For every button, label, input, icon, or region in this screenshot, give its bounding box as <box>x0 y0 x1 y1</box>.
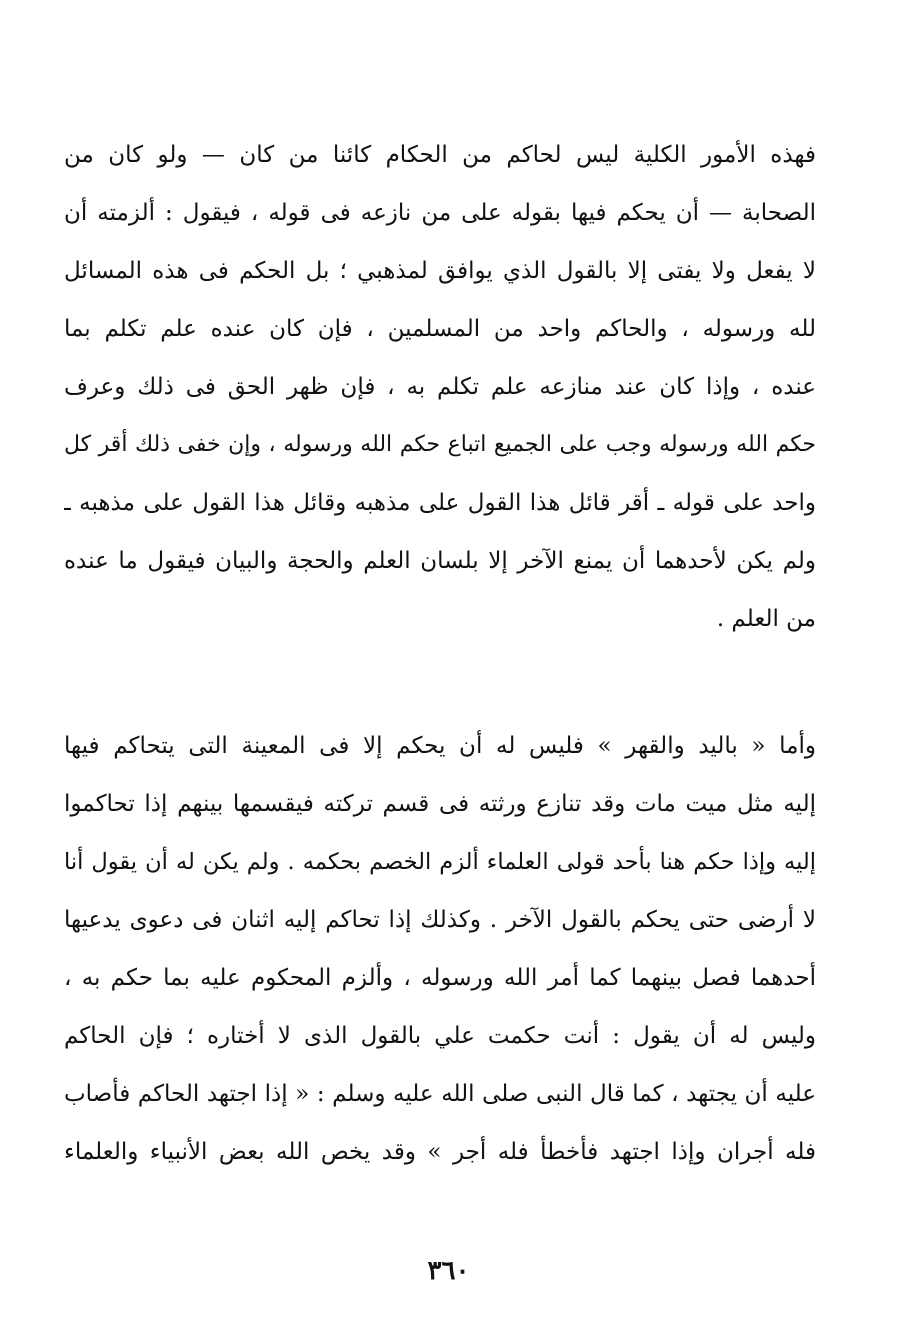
text-line: الصحابة — أن يحكم فيها بقوله على من نازعه فى قوله ، فيقول : ألزمته أن <box>64 200 816 226</box>
paragraph-1 <box>64 126 816 648</box>
text-line: واحد على قوله ـ أقر قائل هذا القول على مذهبه وقائل هذا القول على مذهبه ـ <box>64 490 816 516</box>
text-line: لا يفعل ولا يفتى إلا بالقول الذي يوافق لمذهبي ؛ بل الحكم فى هذه المسائل <box>64 258 816 284</box>
text-line: عليه أن يجتهد ، كما قال النبى صلى الله عليه وسلم : « إذا اجتهد الحاكم فأصاب <box>64 1081 816 1107</box>
text-line: لا أرضى حتى يحكم بالقول الآخر . وكذلك إذا تحاكم إليه اثنان فى دعوى يدعيها <box>64 907 816 933</box>
text-line: أحدهما فصل بينهما كما أمر الله ورسوله ، وألزم المحكوم عليه بما حكم به ، <box>64 965 816 991</box>
text-line: فهذه الأمور الكلية ليس لحاكم من الحكام كائنا من كان — ولو كان من <box>64 142 816 168</box>
text-line: إليه مثل ميت مات وقد تنازع ورثته فى قسم تركته فيقسمها بينهم إذا تحاكموا <box>64 791 816 817</box>
text-line: حكم الله ورسوله وجب على الجميع اتباع حكم الله ورسوله ، وإن خفى ذلك أقر كل <box>64 432 816 457</box>
text-line: وأما « باليد والقهر » فليس له أن يحكم إلا فى المعينة التى يتحاكم فيها <box>64 733 816 759</box>
text-line: لله ورسوله ، والحاكم واحد من المسلمين ، فإن كان عنده علم تكلم بما <box>64 316 816 342</box>
page-number: ٣٦٠ <box>427 1256 470 1286</box>
paragraph-2 <box>64 717 816 1181</box>
text-line: فله أجران وإذا اجتهد فأخطأ فله أجر » وقد يخص الله بعض الأنبياء والعلماء <box>64 1139 816 1165</box>
text-line: ولم يكن لأحدهما أن يمنع الآخر إلا بلسان العلم والحجة والبيان فيقول ما عنده <box>64 548 816 574</box>
text-line: إليه وإذا حكم هنا بأحد قولى العلماء ألزم الخصم بحكمه . ولم يكن له أن يقول أنا <box>64 849 816 875</box>
text-line: وليس له أن يقول : أنت حكمت علي بالقول الذى لا أختاره ؛ فإن الحاكم <box>64 1023 816 1049</box>
text-line: من العلم . <box>716 606 816 632</box>
text-line: عنده ، وإذا كان عند منازعه علم تكلم به ، فإن ظهر الحق فى ذلك وعرف <box>64 374 816 400</box>
